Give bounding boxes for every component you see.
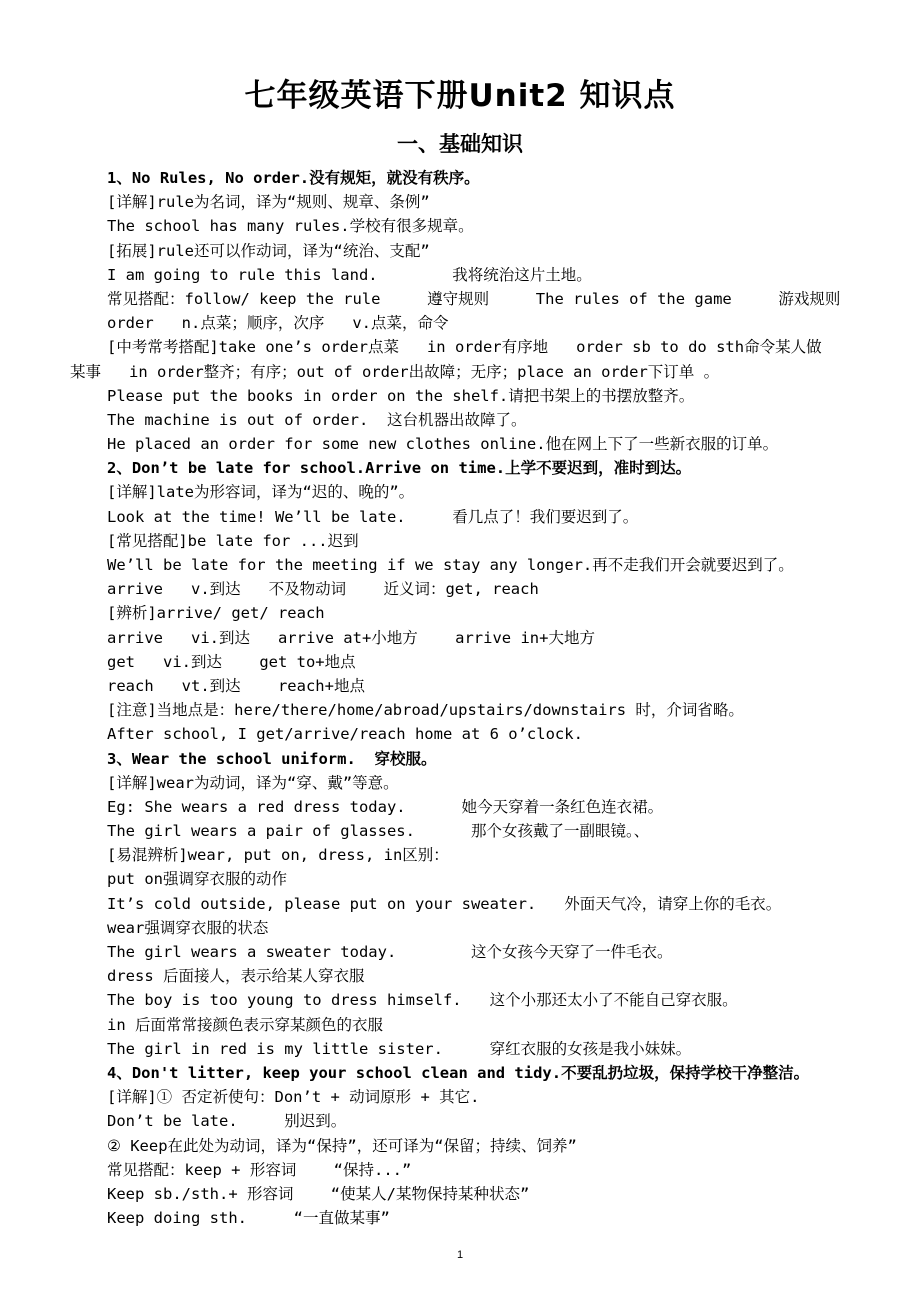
text-line: He placed an order for some new clothes online.他在网上下了一些新衣服的订单。 (107, 435, 779, 454)
text-line: dress 后面接人，表示给某人穿衣服 (107, 967, 365, 986)
text-line: 常见搭配：keep + 形容词 “保持...” (107, 1160, 412, 1179)
text-line: Keep sb./sth.+ 形容词 “使某人/某物保持某种状态” (107, 1184, 530, 1203)
text-line: [注意]当地点是：here/there/home/abroad/upstairs/downstairs 时，介词省略。 (107, 701, 744, 720)
text-line: arrive vi.到达 arrive at+小地方 arrive in+大地方 (107, 628, 595, 647)
text-line: [详解]① 否定祈使句：Don’t + 动词原形 + 其它. (107, 1088, 480, 1107)
text-line: in 后面常常接颜色表示穿某颜色的衣服 (107, 1015, 383, 1034)
text-line: I am going to rule this land. 我将统治这片土地。 (107, 265, 592, 284)
text-line: [易混辨析]wear, put on, dress, in区别： (107, 846, 449, 865)
text-line: We’ll be late for the meeting if we stay any longer.再不走我们开会就要迟到了。 (107, 556, 794, 574)
text-line: Keep doing sth. “一直做某事” (107, 1209, 390, 1228)
text-line: [中考常考搭配]take one’s order点菜 in order有序地 order sb to do sth命令某人做 (107, 338, 822, 357)
document-body (70, 166, 870, 1230)
text-line: arrive v.到达 不及物动词 近义词：get, reach (107, 580, 539, 599)
section-heading: 一、基础知识 (397, 132, 523, 156)
text-line: It’s cold outside, please put on your sweater. 外面天气冷，请穿上你的毛衣。 (107, 894, 782, 913)
text-line: order n.点菜；顺序，次序 v.点菜，命令 (107, 314, 449, 333)
page-title: 七年级英语下册Unit2 知识点 (244, 78, 676, 114)
text-line: [详解]late为形容词，译为“迟的、晚的”。 (107, 483, 415, 502)
text-line: The machine is out of order. 这台机器出故障了。 (107, 410, 527, 429)
text-line: 常见搭配：follow/ keep the rule 遵守规则 The rules of the game 游戏规则 (107, 289, 841, 308)
text-line: [详解]wear为动词，译为“穿、戴”等意。 (107, 773, 399, 792)
text-line: 某事 in order整齐；有序；out of order出故障；无序；place an order下订单 。 (70, 362, 720, 381)
page-number: 1 (456, 1249, 464, 1261)
text-line: The girl wears a sweater today. 这个女孩今天穿了一件毛衣。 (107, 943, 673, 961)
text-line: wear强调穿衣服的状态 (107, 918, 269, 937)
text-line: reach vt.到达 reach+地点 (107, 676, 365, 695)
text-line: After school, I get/arrive/reach home at 6 o’clock. (107, 725, 583, 744)
item-heading: 1、No Rules, No order.没有规矩，就没有秩序。 (107, 169, 480, 187)
text-line: put on强调穿衣服的动作 (107, 870, 287, 889)
text-line: The boy is too young to dress himself. 这个小那还太小了不能自己穿衣服。 (107, 991, 738, 1010)
text-line: Don’t be late. 别迟到。 (107, 1112, 347, 1131)
item-heading: 3、Wear the school uniform. 穿校服。 (107, 749, 437, 768)
item-heading: 4、Don't litter, keep your school clean and tidy.不要乱扔垃圾，保持学校干净整洁。 (107, 1063, 810, 1082)
text-line: [详解]rule为名词，译为“规则、规章、条例” (107, 193, 430, 212)
text-line: Look at the time! We’ll be late. 看几点了！我们要迟到了。 (107, 507, 639, 526)
text-line: The girl in red is my little sister. 穿红衣服的女孩是我小妹妹。 (107, 1039, 692, 1058)
text-line: ② Keep在此处为动词，译为“保持”，还可译为“保留；持续、饲养” (107, 1136, 577, 1155)
text-line: [常见搭配]be late for ...迟到 (107, 531, 359, 550)
item-heading: 2、Don’t be late for school.Arrive on time.上学不要迟到，准时到达。 (107, 459, 692, 478)
text-line: The girl wears a pair of glasses. 那个女孩戴了一副眼镜。、 (107, 822, 650, 841)
text-line: get vi.到达 get to+地点 (107, 652, 356, 671)
text-line: Please put the books in order on the shelf.请把书架上的书摆放整齐。 (107, 386, 695, 405)
text-line: [辨析]arrive/ get/ reach (107, 604, 325, 623)
text-line: [拓展]rule还可以作动词，译为“统治、支配” (107, 241, 430, 260)
text-line: The school has many rules.学校有很多规章。 (107, 217, 474, 236)
text-line: Eg: She wears a red dress today. 她今天穿着一条红色连衣裙。 (107, 797, 664, 816)
